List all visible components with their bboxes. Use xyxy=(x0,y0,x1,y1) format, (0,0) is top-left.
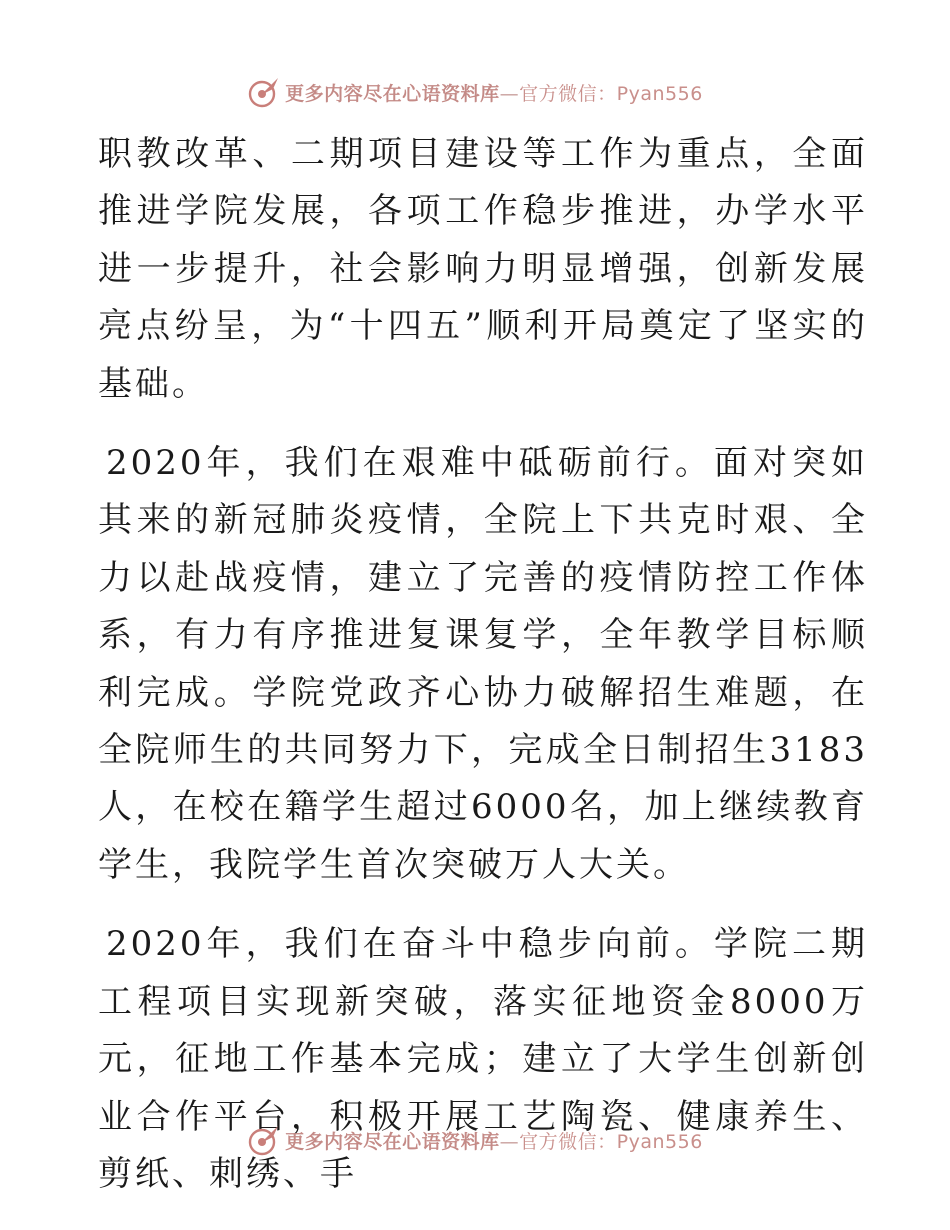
watermark-text xyxy=(285,79,703,106)
quill-logo-icon xyxy=(247,1123,281,1157)
watermark-header xyxy=(0,72,950,112)
paragraph-2: 2020年，我们在艰难中砥砺前行。面对突如其来的新冠肺炎疫情，全院上下共克时艰、全力以赴战疫情，建立了完善的疫情防控工作体系，有力有序推进复课复学，全年教学目标顺利完成。学院党政齐心协力破解招生难题，在全院师生的共同努力下，完成全日制招生3183人，在校在籍学生超过6000名，加上继续教育学生，我院学生首次突破万人大关。 xyxy=(98,443,868,885)
watermark-sep: — xyxy=(499,82,520,105)
watermark-text xyxy=(285,1127,703,1154)
watermark-main: 更多内容尽在心语资料库 xyxy=(285,82,500,105)
paragraph-3: 2020年，我们在奋斗中稳步向前。学院二期工程项目实现新突破，落实征地资金8000万元，征地工作基本完成；建立了大学生创新创业合作平台，积极开展工艺陶瓷、健康养生、剪纸、刺绣、手 xyxy=(98,924,868,1194)
watermark-contact: 官方微信：Pyan556 xyxy=(519,82,703,105)
paragraph-1: 职教改革、二期项目建设等工作为重点，全面推进学院发展，各项工作稳步推进，办学水平进一步提升，社会影响力明显增强，创新发展亮点纷呈，为“十四五”顺利开局奠定了坚实的基础。 xyxy=(98,134,868,404)
watermark-main: 更多内容尽在心语资料库 xyxy=(285,1130,500,1153)
watermark-sep: — xyxy=(499,1130,520,1153)
quill-logo-icon xyxy=(247,75,281,109)
document-body xyxy=(98,126,868,1203)
watermark-contact: 官方微信：Pyan556 xyxy=(519,1130,703,1153)
watermark-footer xyxy=(0,1120,950,1160)
